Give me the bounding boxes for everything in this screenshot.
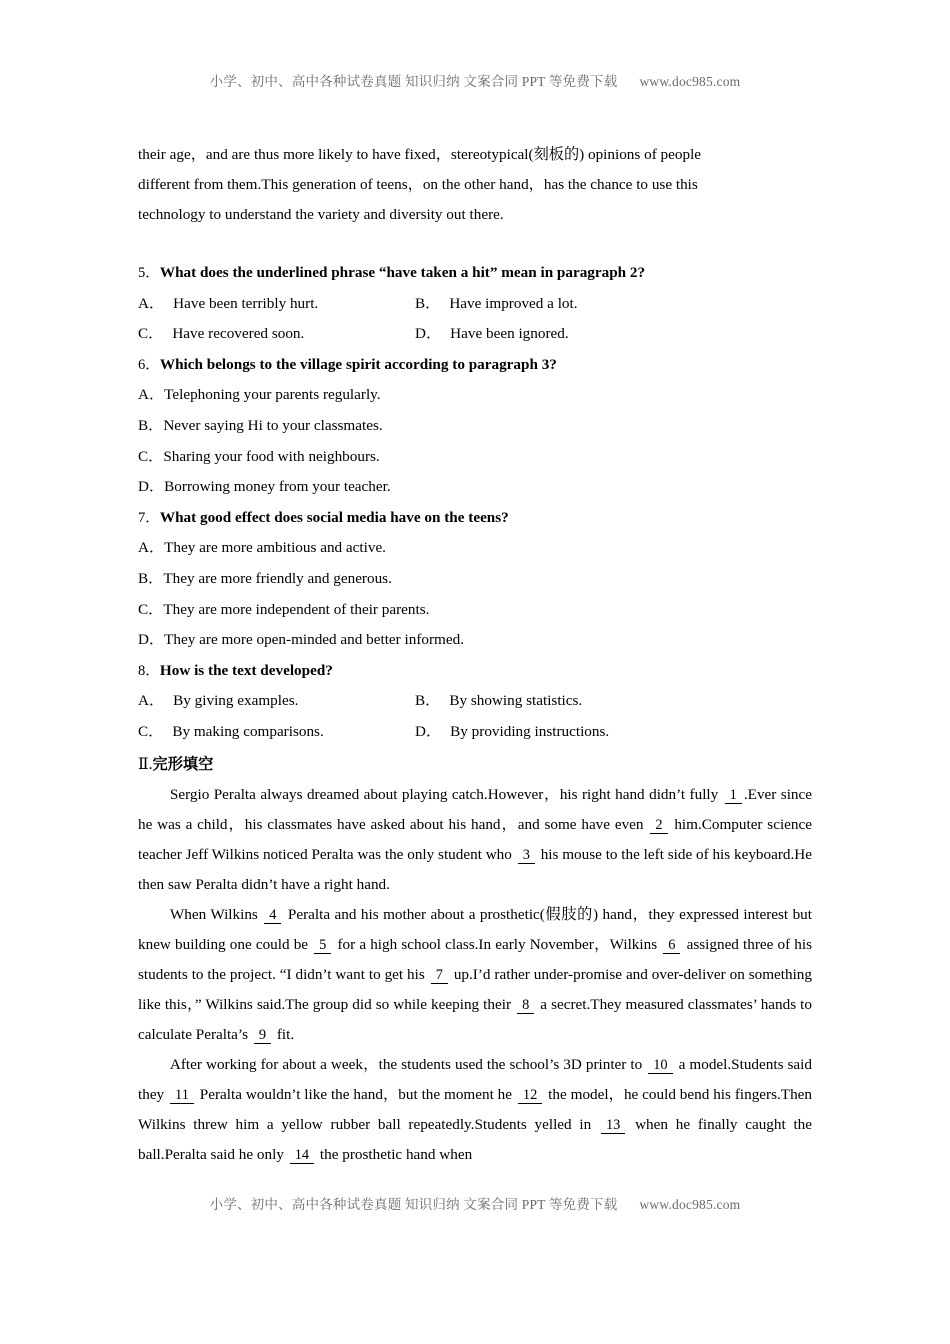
cloze-blank-13[interactable]: 13 bbox=[601, 1117, 625, 1134]
cloze-p2-text-d: assigned three of his students to the project. “I didn’t want to get his bbox=[138, 935, 813, 983]
question-7-stem-text: What good effect does social media have on the teens? bbox=[159, 508, 509, 526]
question-6-option-b[interactable] bbox=[138, 411, 812, 442]
option-text: They are more independent of their parents. bbox=[163, 600, 430, 618]
question-8-stem-text: How is the text developed? bbox=[159, 661, 333, 679]
question-6-stem-text: Which belongs to the village spirit according to paragraph 3? bbox=[159, 355, 557, 373]
question-6-option-a[interactable] bbox=[138, 380, 812, 411]
section-dot: . bbox=[148, 755, 153, 773]
cloze-blank-6[interactable]: 6 bbox=[663, 937, 680, 954]
cloze-blank-7[interactable]: 7 bbox=[431, 967, 448, 984]
cloze-p2-text-b: Peralta and his mother about a prosthetic(假肢的) hand，they expressed interest but knew building one could be bbox=[138, 905, 812, 953]
cloze-p3-text-b: a model.Students said they bbox=[138, 1055, 812, 1103]
option-label: A． bbox=[138, 539, 165, 557]
footer-watermark bbox=[0, 1193, 950, 1213]
option-label: C． bbox=[138, 447, 164, 465]
document-content bbox=[138, 140, 812, 1170]
question-5-number: 5． bbox=[138, 265, 160, 281]
option-text: By providing instructions. bbox=[450, 722, 610, 740]
question-8 bbox=[138, 656, 812, 748]
cloze-blank-14[interactable]: 14 bbox=[290, 1147, 314, 1164]
cloze-p1-text-a: Sergio Peralta always dreamed about playing catch.However，his right hand didn’t fully bbox=[169, 785, 723, 803]
option-label: B． bbox=[415, 294, 441, 312]
cloze-blank-11[interactable]: 11 bbox=[170, 1087, 194, 1104]
option-text: Telephoning your parents regularly. bbox=[164, 386, 381, 404]
cloze-blank-10[interactable]: 10 bbox=[648, 1057, 672, 1074]
option-label: A． bbox=[138, 294, 165, 312]
question-8-option-b[interactable] bbox=[415, 686, 582, 717]
question-6-stem bbox=[138, 350, 812, 381]
passage-tail-line-2: different from them.This generation of teens，on the other hand，has the chance to use this bbox=[138, 176, 698, 193]
option-text: Have been terribly hurt. bbox=[173, 294, 319, 312]
cloze-p2-text-c: for a high school class.In early November，Wilkins bbox=[333, 935, 662, 953]
option-text: By giving examples. bbox=[173, 692, 299, 710]
question-7-number: 7． bbox=[138, 509, 160, 526]
question-5 bbox=[138, 258, 812, 350]
question-6-option-c[interactable] bbox=[138, 442, 812, 473]
cloze-blank-8[interactable]: 8 bbox=[517, 997, 534, 1014]
question-5-options-row-2 bbox=[138, 319, 812, 350]
question-5-options-row-1 bbox=[138, 289, 812, 320]
cloze-blank-12[interactable]: 12 bbox=[518, 1087, 542, 1104]
question-5-stem bbox=[138, 258, 812, 289]
question-6 bbox=[138, 350, 812, 503]
option-text: They are more ambitious and active. bbox=[164, 539, 386, 557]
option-label: A． bbox=[138, 692, 165, 710]
section-title: 完形填空 bbox=[152, 755, 214, 773]
section-heading-cloze bbox=[138, 750, 812, 780]
cloze-blank-9[interactable]: 9 bbox=[254, 1027, 271, 1044]
spacer bbox=[138, 244, 812, 258]
question-5-option-b[interactable] bbox=[415, 289, 578, 320]
option-text: Sharing your food with neighbours. bbox=[163, 447, 380, 465]
option-label: C． bbox=[138, 722, 164, 740]
question-8-stem bbox=[138, 656, 812, 687]
cloze-blank-1[interactable]: 1 bbox=[725, 787, 742, 804]
header-watermark-url: www.doc985.com bbox=[639, 74, 741, 89]
option-text: Have been ignored. bbox=[450, 325, 569, 343]
cloze-paragraph-3 bbox=[138, 1050, 812, 1170]
question-5-option-a[interactable] bbox=[138, 289, 318, 320]
option-label: B． bbox=[138, 569, 164, 587]
cloze-blank-3[interactable]: 3 bbox=[518, 847, 535, 864]
cloze-p1-text-d: his mouse to the left side of his keyboard.He then saw Peralta didn’t have a right hand. bbox=[138, 845, 812, 893]
cloze-p3-text-d: the model，he could bend his fingers.Then Wilkins threw him a yellow rubber ball repeatedly.Students yelled in bbox=[138, 1085, 812, 1133]
question-7 bbox=[138, 503, 812, 656]
question-5-stem-text: What does the underlined phrase “have taken a hit” mean in paragraph 2? bbox=[159, 264, 646, 281]
question-5-option-d[interactable] bbox=[415, 319, 569, 350]
cloze-paragraph-1 bbox=[138, 780, 812, 900]
cloze-blank-4[interactable]: 4 bbox=[264, 907, 281, 924]
question-8-option-d[interactable] bbox=[415, 717, 609, 748]
option-text: By showing statistics. bbox=[449, 692, 583, 710]
question-7-stem bbox=[138, 503, 812, 534]
header-watermark-cn-text: 小学、初中、高中各种试卷真题 知识归纳 文案合同 PPT 等免费下载 bbox=[209, 74, 618, 89]
question-5-option-c[interactable] bbox=[138, 319, 304, 350]
cloze-p3-text-e: when he finally caught the ball.Peralta said he only bbox=[138, 1115, 812, 1163]
question-7-option-b[interactable] bbox=[138, 564, 812, 595]
option-text: Borrowing money from your teacher. bbox=[164, 478, 391, 496]
question-8-options-row-2 bbox=[138, 717, 812, 748]
option-label: C． bbox=[138, 325, 164, 343]
option-label: D． bbox=[415, 325, 442, 343]
cloze-p3-text-c: Peralta wouldn’t like the hand，but the moment he bbox=[195, 1085, 516, 1103]
passage-tail-line-3: technology to understand the variety and diversity out there. bbox=[138, 206, 504, 223]
question-7-option-c[interactable] bbox=[138, 595, 812, 626]
cloze-p2-text-a: When Wilkins bbox=[169, 905, 263, 923]
footer-watermark-url: www.doc985.com bbox=[639, 1197, 741, 1212]
option-text: They are more open-minded and better informed. bbox=[164, 631, 464, 649]
question-7-option-d[interactable] bbox=[138, 625, 812, 656]
question-8-number: 8． bbox=[138, 662, 160, 679]
spacer bbox=[138, 230, 812, 244]
cloze-paragraph-2 bbox=[138, 900, 812, 1050]
passage-tail-line-1: their age，and are thus more likely to have fixed，stereotypical(刻板的) opinions of people bbox=[138, 146, 702, 163]
option-label: B． bbox=[138, 416, 164, 434]
footer-watermark-cn-text: 小学、初中、高中各种试卷真题 知识归纳 文案合同 PPT 等免费下载 bbox=[209, 1197, 618, 1212]
question-8-option-c[interactable] bbox=[138, 717, 324, 748]
option-text: By making comparisons. bbox=[172, 722, 324, 740]
option-text: Never saying Hi to your classmates. bbox=[163, 416, 383, 434]
cloze-p2-text-e: up.I’d rather under-promise and over-deliver on something like this，” Wilkins said.The group did so while keeping their bbox=[138, 965, 812, 1013]
header-watermark bbox=[0, 70, 950, 90]
cloze-p2-text-g: fit. bbox=[273, 1025, 295, 1043]
question-8-option-a[interactable] bbox=[138, 686, 298, 717]
cloze-p1-text-b: .Ever since he was a child，his classmates have asked about his hand，and some have even bbox=[138, 785, 812, 833]
question-8-options-row-1 bbox=[138, 686, 812, 717]
option-label: D． bbox=[138, 478, 165, 496]
question-6-number: 6． bbox=[138, 356, 160, 373]
option-label: D． bbox=[415, 722, 442, 740]
option-label: B． bbox=[415, 692, 441, 710]
cloze-p3-text-a: After working for about a week，the students used the school’s 3D printer to bbox=[169, 1055, 647, 1073]
option-label: C． bbox=[138, 600, 164, 618]
question-7-option-a[interactable] bbox=[138, 533, 812, 564]
option-text: Have recovered soon. bbox=[172, 325, 305, 343]
cloze-p2-text-f: a secret.They measured classmates’ hands to calculate Peralta’s bbox=[138, 995, 812, 1043]
option-text: They are more friendly and generous. bbox=[163, 569, 392, 587]
option-label: A． bbox=[138, 386, 165, 404]
cloze-p3-text-f: the prosthetic hand when bbox=[316, 1145, 473, 1163]
option-label: D． bbox=[138, 631, 165, 649]
option-text: Have improved a lot. bbox=[449, 294, 578, 312]
section-numeral: Ⅱ bbox=[138, 755, 149, 773]
cloze-blank-2[interactable]: 2 bbox=[650, 817, 667, 834]
question-6-option-d[interactable] bbox=[138, 472, 812, 503]
cloze-p1-text-c: him.Computer science teacher Jeff Wilkins noticed Peralta was the only student who bbox=[138, 815, 812, 863]
cloze-blank-5[interactable]: 5 bbox=[314, 937, 331, 954]
